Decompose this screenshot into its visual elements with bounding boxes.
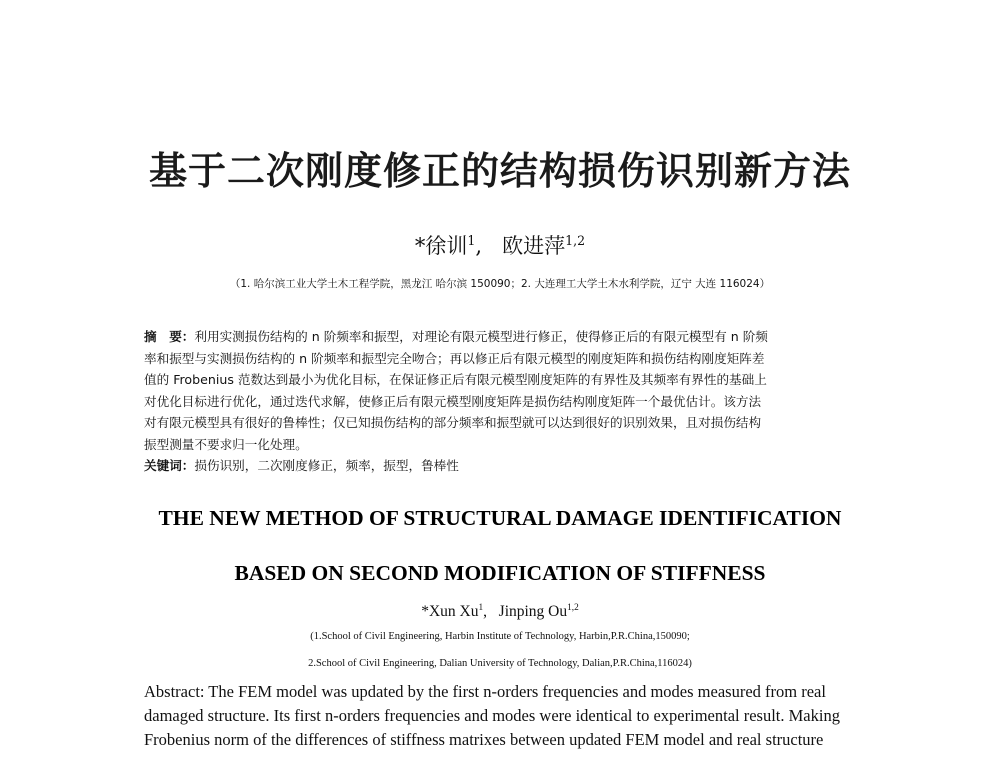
keywords-line	[144, 455, 864, 477]
abstract-line: 值的 Frobenius 范数达到最小为优化目标，在保证修正后有限元模型刚度矩阵的有界性及其频率有界性的基础上	[144, 372, 767, 387]
author-affiliation-number: 1	[467, 233, 476, 248]
chinese-affiliation: （1. 哈尔滨工业大学土木工程学院，黑龙江 哈尔滨 150090；2. 大连理工大学土木水利学院，辽宁 大连 116024）	[229, 278, 771, 290]
keywords-text: 损伤识别，二次刚度修正，频率，振型，鲁棒性	[194, 458, 459, 473]
english-title-line-1: THE NEW METHOD OF STRUCTURAL DAMAGE IDENTIFICATION	[158, 506, 842, 530]
abstract-line: Abstract: The FEM model was updated by the first n-orders frequencies and modes measured from real	[144, 682, 826, 701]
chinese-abstract	[144, 326, 864, 477]
author-affiliation-number: 1	[478, 602, 484, 613]
author-name: 欧进萍	[502, 234, 566, 258]
abstract-line: 对有限元模型具有很好的鲁棒性；仅已知损伤结构的部分频率和振型就可以达到很好的识别效果，且对损伤结构	[144, 415, 762, 430]
chinese-title: 基于二次刚度修正的结构损伤识别新方法	[148, 149, 851, 193]
english-title-line-2: BASED ON SECOND MODIFICATION OF STIFFNESS	[234, 561, 766, 585]
author-affiliation-number: 1,2	[567, 602, 579, 613]
abstract-line	[144, 326, 864, 348]
author-name: Xun Xu	[428, 603, 479, 620]
author-name: Jinping Ou	[498, 603, 568, 620]
abstract-line: damaged structure. Its first n-orders frequencies and modes were identical to experimental result. Making	[144, 706, 840, 725]
author-name: 徐训	[425, 234, 468, 258]
author-affiliation-number: 1,2	[565, 233, 586, 248]
abstract-label: 摘 要：	[144, 329, 195, 344]
author-mark: *	[421, 603, 429, 620]
english-affiliation-2: 2.School of Civil Engineering, Dalian University of Technology, Dalian,P.R.China,116024)	[308, 658, 692, 669]
abstract-line: 振型测量不要求归一化处理。	[144, 436, 308, 452]
author-mark: *	[414, 234, 426, 258]
abstract-line: Frobenius norm of the differences of stiffness matrixes between updated FEM model and real structure	[144, 730, 824, 749]
abstract-text: 利用实测损伤结构的 n 阶频率和振型，对理论有限元模型进行修正，使得修正后的有限元模型有 n 阶频	[194, 329, 768, 344]
abstract-line: 率和振型与实测损伤结构的 n 阶频率和振型完全吻合；再以修正后有限元模型的刚度矩阵和损伤结构刚度矩阵差	[144, 350, 765, 366]
author-separator: ,	[475, 234, 483, 258]
chinese-authors	[0, 230, 1000, 260]
english-abstract	[144, 680, 864, 752]
english-affiliation-1: (1.School of Civil Engineering, Harbin Institute of Technology, Harbin,P.R.China,150090;	[310, 631, 690, 642]
english-authors	[0, 603, 1000, 621]
abstract-line: 对优化目标进行优化，通过迭代求解，使修正后有限元模型刚度矩阵是损伤结构刚度矩阵一个最优估计。该方法	[144, 393, 762, 409]
author-separator: ,	[483, 603, 488, 620]
keywords-label: 关键词：	[144, 458, 195, 473]
